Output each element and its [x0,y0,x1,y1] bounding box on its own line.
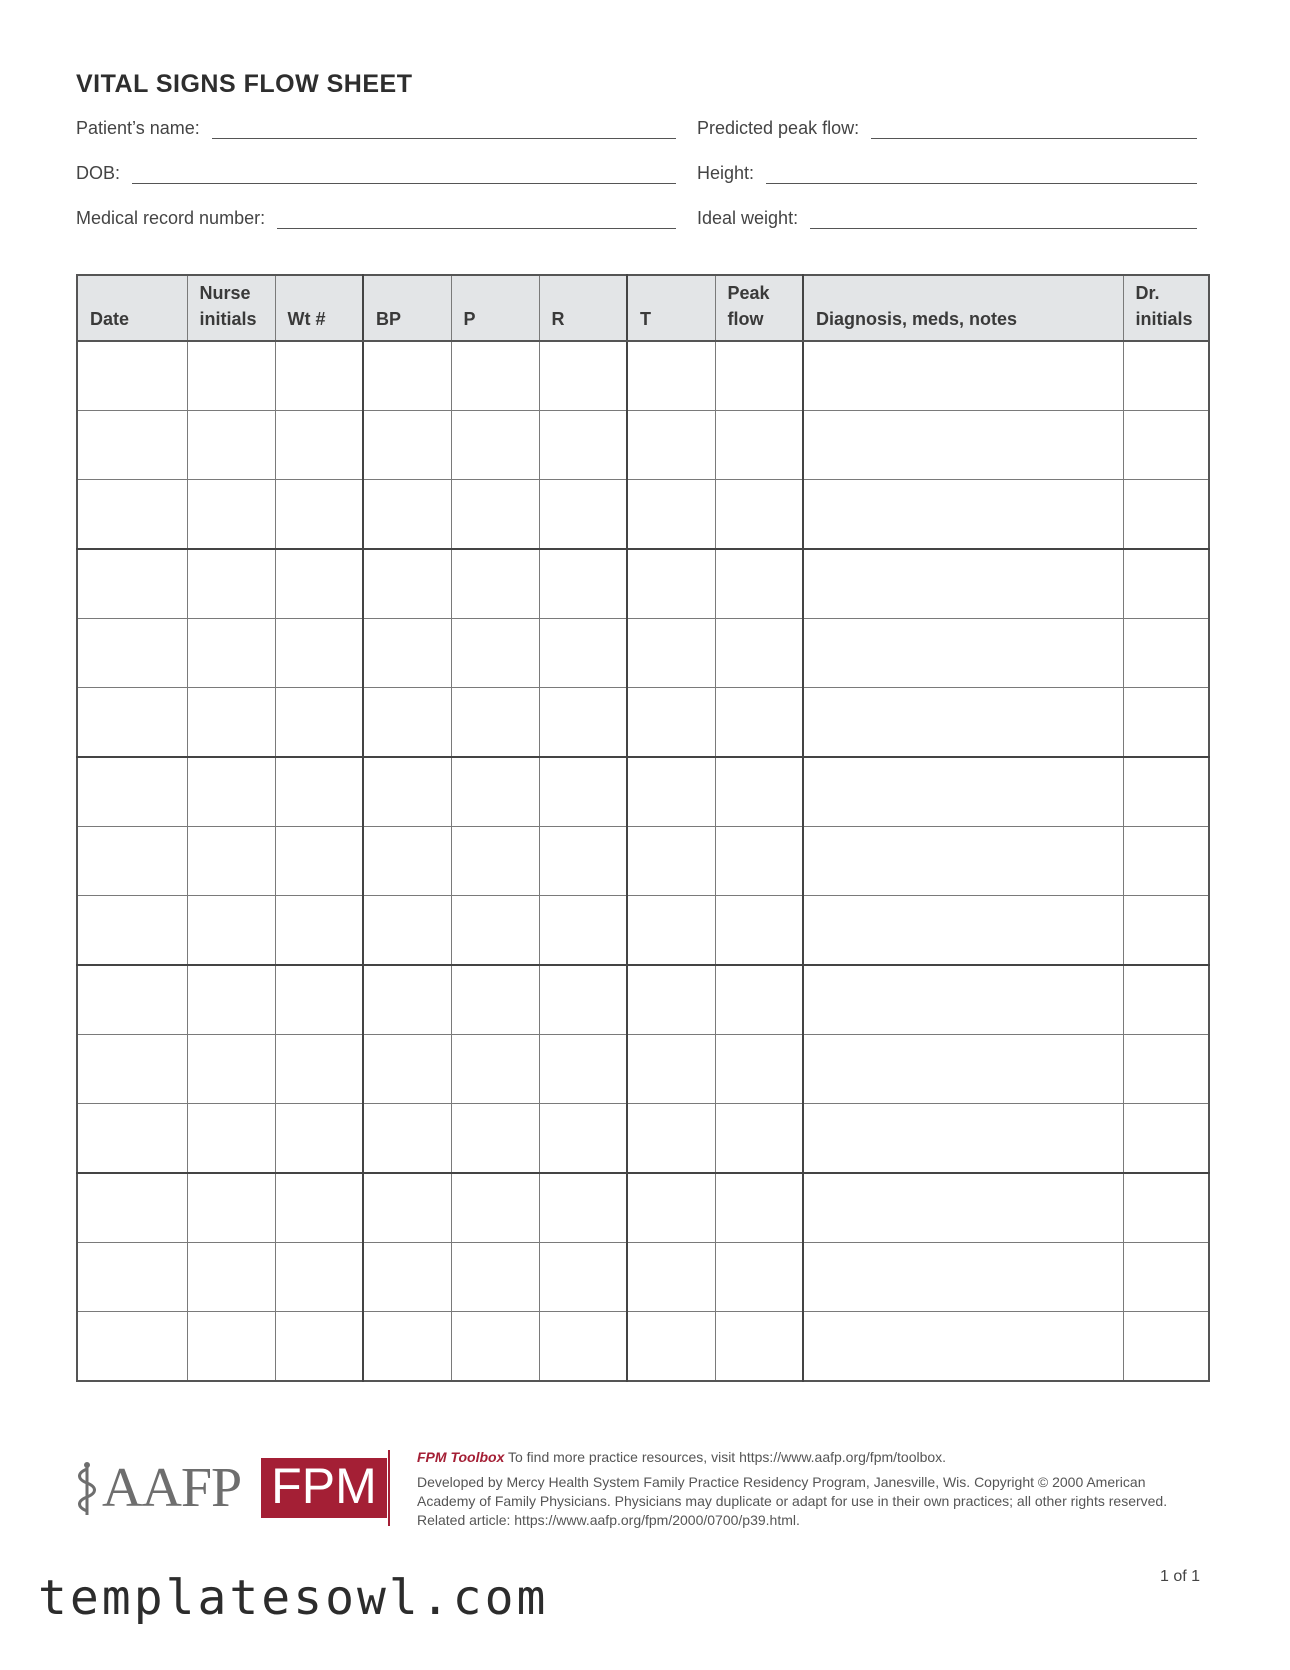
column-header [627,275,715,341]
table-cell[interactable] [275,965,363,1035]
table-cell[interactable] [187,341,275,411]
table-cell[interactable] [627,1173,715,1243]
column-header-line: Date [90,309,130,329]
table-cell[interactable] [363,965,451,1035]
height-field[interactable] [697,163,1197,184]
table-cell[interactable] [715,619,803,688]
table-cell[interactable] [363,1243,451,1312]
table-cell[interactable] [77,1312,187,1382]
table-cell[interactable] [77,688,187,758]
table-cell[interactable] [539,411,627,480]
table-cell[interactable] [1123,1035,1209,1104]
table-cell[interactable] [803,480,1123,550]
column-header-line: Dr. [1135,283,1160,303]
predicted-peak-flow-field[interactable] [697,118,1197,139]
toolbox-brand: FPM Toolbox [417,1449,505,1465]
table-cell[interactable] [363,1035,451,1104]
table-cell[interactable] [77,411,187,480]
column-header-line: initials [1135,309,1193,329]
table-cell[interactable] [451,896,539,966]
ideal-weight-label: Ideal weight: [697,208,799,228]
table-cell[interactable] [275,896,363,966]
column-header [275,275,363,341]
table-cell[interactable] [539,480,627,550]
ideal-weight-input-line[interactable] [810,210,1197,229]
table-cell[interactable] [1123,1104,1209,1174]
table-cell[interactable] [803,827,1123,896]
table-cell[interactable] [803,549,1123,619]
column-header-line: R [551,309,565,329]
table-cell[interactable] [451,619,539,688]
table-cell[interactable] [715,341,803,411]
table-cell[interactable] [1123,619,1209,688]
table-cell[interactable] [627,411,715,480]
table-cell[interactable] [539,549,627,619]
table-cell[interactable] [627,1312,715,1382]
patient-name-field[interactable] [76,118,676,139]
table-cell[interactable] [803,341,1123,411]
table-cell[interactable] [627,1035,715,1104]
table-row [77,411,1209,480]
toolbox-text: To find more practice resources, visit https://www.aafp.org/fpm/toolbox. [504,1449,947,1465]
table-cell[interactable] [275,619,363,688]
table-cell[interactable] [627,619,715,688]
table-cell[interactable] [715,549,803,619]
table-cell[interactable] [275,480,363,550]
table-row [77,688,1209,758]
table-cell[interactable] [715,896,803,966]
footer-text [417,1448,1187,1536]
table-cell[interactable] [1123,1243,1209,1312]
table-cell[interactable] [715,688,803,758]
table-cell[interactable] [715,827,803,896]
table-cell[interactable] [451,341,539,411]
table-cell[interactable] [803,757,1123,827]
table-cell[interactable] [363,827,451,896]
patient-name-label: Patient’s name: [76,118,200,138]
table-cell[interactable] [275,757,363,827]
aafp-fpm-logo [74,1456,387,1520]
table-cell[interactable] [275,1104,363,1174]
table-cell[interactable] [803,688,1123,758]
table-cell[interactable] [627,480,715,550]
table-cell[interactable] [451,1312,539,1382]
table-cell[interactable] [627,827,715,896]
column-header [451,275,539,341]
table-cell[interactable] [187,549,275,619]
column-header [715,275,803,341]
column-header [539,275,627,341]
table-cell[interactable] [363,411,451,480]
column-header-line: flow [727,309,764,329]
table-cell[interactable] [451,1035,539,1104]
table-cell[interactable] [187,1173,275,1243]
table-cell[interactable] [77,757,187,827]
table-cell[interactable] [363,480,451,550]
column-header [187,275,275,341]
table-cell[interactable] [715,1243,803,1312]
table-cell[interactable] [363,896,451,966]
table-cell[interactable] [187,411,275,480]
table-cell[interactable] [1123,896,1209,966]
table-row [77,1173,1209,1243]
table-row [77,1312,1209,1382]
watermark: templatesowl.com [38,1570,549,1626]
table-cell[interactable] [627,757,715,827]
table-cell[interactable] [275,1035,363,1104]
column-header-line: Nurse [199,283,251,303]
table-cell[interactable] [803,1104,1123,1174]
table-row [77,480,1209,550]
column-header-line: BP [376,309,402,329]
table-row [77,965,1209,1035]
table-cell[interactable] [627,1104,715,1174]
aafp-logo-text: AAFP [102,1457,242,1519]
table-cell[interactable] [715,411,803,480]
table-cell[interactable] [187,688,275,758]
table-cell[interactable] [1123,1173,1209,1243]
table-cell[interactable] [363,619,451,688]
table-cell[interactable] [803,1173,1123,1243]
table-cell[interactable] [187,757,275,827]
table-cell[interactable] [275,411,363,480]
table-cell[interactable] [363,688,451,758]
table-cell[interactable] [539,827,627,896]
height-label: Height: [697,163,755,183]
table-cell[interactable] [275,1173,363,1243]
table-cell[interactable] [451,480,539,550]
table-cell[interactable] [77,549,187,619]
column-header [1123,275,1209,341]
table-row [77,1243,1209,1312]
table-cell[interactable] [803,1035,1123,1104]
column-header [803,275,1123,341]
table-cell[interactable] [539,1104,627,1174]
table-cell[interactable] [77,480,187,550]
medical-record-number-label: Medical record number: [76,208,266,228]
table-row [77,341,1209,411]
table-cell[interactable] [275,1243,363,1312]
table-cell[interactable] [1123,965,1209,1035]
dob-input-line[interactable] [132,165,676,184]
table-row [77,827,1209,896]
table-cell[interactable] [77,827,187,896]
column-header-line: Peak [727,283,770,303]
dob-label: DOB: [76,163,121,183]
table-cell[interactable] [627,549,715,619]
table-cell[interactable] [715,1104,803,1174]
table-cell[interactable] [539,896,627,966]
fpm-badge: FPM [261,1458,387,1518]
table-cell[interactable] [187,1035,275,1104]
table-cell[interactable] [627,965,715,1035]
table-cell[interactable] [803,619,1123,688]
table-cell[interactable] [803,1243,1123,1312]
table-row [77,896,1209,966]
table-cell[interactable] [803,411,1123,480]
table-cell[interactable] [187,480,275,550]
medical-record-number-field[interactable] [76,208,676,229]
column-header-line: initials [199,309,257,329]
table-cell[interactable] [1123,688,1209,758]
table-cell[interactable] [1123,341,1209,411]
table-row [77,757,1209,827]
table-cell[interactable] [363,549,451,619]
table-header-row [77,275,1209,341]
column-header-line: P [463,309,476,329]
table-cell[interactable] [1123,827,1209,896]
column-header [77,275,187,341]
credit-text: Developed by Mercy Health System Family Practice Residency Program, Janesville, Wis. Copyright © 2000 American Academy of Family Physicians. Physicians may duplicate or adapt for use in their own practices; all other rights reserved. Related article: https://www.aafp.org/fpm/2000/0700/p39.html. [417,1474,1168,1528]
caduceus-icon [74,1459,100,1517]
height-input-line[interactable] [766,165,1197,184]
table-cell[interactable] [363,757,451,827]
table-cell[interactable] [187,896,275,966]
predicted-peak-flow-label: Predicted peak flow: [697,118,860,138]
column-header-line: Diagnosis, meds, notes [816,309,1018,329]
table-cell[interactable] [451,549,539,619]
table-cell[interactable] [187,619,275,688]
table-cell[interactable] [77,341,187,411]
medical-record-number-input-line[interactable] [277,210,676,229]
table-cell[interactable] [539,1173,627,1243]
table-cell[interactable] [187,965,275,1035]
patient-name-input-line[interactable] [212,120,676,139]
table-cell[interactable] [1123,1312,1209,1382]
table-cell[interactable] [539,688,627,758]
table-cell[interactable] [451,411,539,480]
table-cell[interactable] [1123,411,1209,480]
table-cell[interactable] [715,480,803,550]
table-cell[interactable] [187,1104,275,1174]
table-row [77,1104,1209,1174]
table-cell[interactable] [715,757,803,827]
table-cell[interactable] [77,1173,187,1243]
table-cell[interactable] [77,619,187,688]
table-cell[interactable] [451,1243,539,1312]
table-cell[interactable] [77,1104,187,1174]
table-cell[interactable] [627,896,715,966]
table-cell[interactable] [77,1243,187,1312]
table-cell[interactable] [187,1312,275,1382]
table-cell[interactable] [715,1312,803,1382]
table-cell[interactable] [363,1312,451,1382]
table-cell[interactable] [451,688,539,758]
vital-signs-table [76,274,1210,1382]
table-cell[interactable] [715,965,803,1035]
table-cell[interactable] [451,1173,539,1243]
table-cell[interactable] [715,1035,803,1104]
table-cell[interactable] [627,688,715,758]
table-row [77,619,1209,688]
predicted-peak-flow-input-line[interactable] [871,120,1197,139]
table-cell[interactable] [77,896,187,966]
table-cell[interactable] [451,827,539,896]
table-cell[interactable] [627,1243,715,1312]
table-cell[interactable] [1123,757,1209,827]
footer-divider [388,1450,390,1526]
table-cell[interactable] [275,1312,363,1382]
table-cell[interactable] [363,1104,451,1174]
table-cell[interactable] [539,1243,627,1312]
table-cell[interactable] [539,965,627,1035]
table-cell[interactable] [77,1035,187,1104]
table-cell[interactable] [539,1035,627,1104]
table-cell[interactable] [275,688,363,758]
table-cell[interactable] [451,965,539,1035]
table-cell[interactable] [275,827,363,896]
table-cell[interactable] [539,341,627,411]
table-cell[interactable] [803,1312,1123,1382]
column-header-line: Wt # [287,309,326,329]
table-cell[interactable] [451,1104,539,1174]
table-cell[interactable] [627,341,715,411]
column-header [363,275,451,341]
table-cell[interactable] [275,549,363,619]
table-cell[interactable] [803,965,1123,1035]
table-cell[interactable] [275,341,363,411]
table-cell[interactable] [451,757,539,827]
table-cell[interactable] [539,619,627,688]
page-title: VITAL SIGNS FLOW SHEET [76,70,413,98]
table-cell[interactable] [363,1173,451,1243]
table-cell[interactable] [1123,480,1209,550]
table-cell[interactable] [187,827,275,896]
table-cell[interactable] [187,1243,275,1312]
table-cell[interactable] [1123,549,1209,619]
table-cell[interactable] [539,1312,627,1382]
table-cell[interactable] [77,965,187,1035]
table-cell[interactable] [715,1173,803,1243]
table-row [77,1035,1209,1104]
dob-field[interactable] [76,163,676,184]
table-body [77,341,1209,1381]
toolbox-line [417,1448,1187,1467]
column-header-line: T [640,309,651,329]
table-cell[interactable] [803,896,1123,966]
table-row [77,549,1209,619]
ideal-weight-field[interactable] [697,208,1197,229]
table-cell[interactable] [363,341,451,411]
table-cell[interactable] [539,757,627,827]
page-number: 1 of 1 [1160,1568,1201,1585]
